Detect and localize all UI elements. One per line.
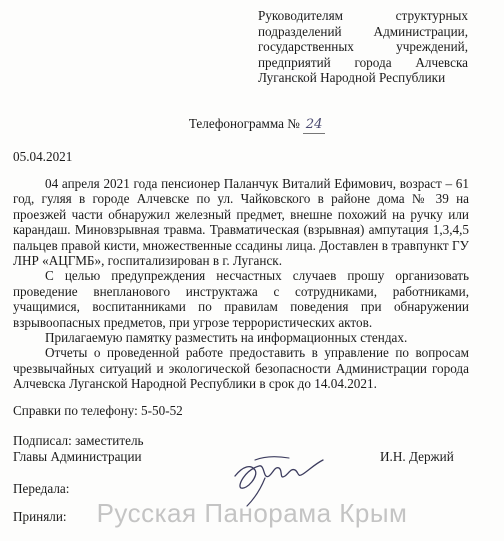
signed-by-line2: Главы Администрации: [13, 448, 142, 464]
transferred-by-label: Передала:: [13, 481, 70, 496]
signed-by-block: [13, 433, 144, 464]
watermark-text: Русская Панорама Крым: [96, 498, 408, 528]
contact-phone-line: Справки по телефону: 5-50-52: [13, 403, 183, 418]
body-paragraph-instruction: С целью предупреждения несчастных случаев прошу организовать проведение внепланового инструктажа с сотрудниками, работниками, учащимися, воспитанниками по правилам поведения при обнаружении взрывоопасных предметов, при угрозе террористических актов.: [13, 268, 469, 330]
addressee-block: [258, 8, 468, 86]
handwritten-signature-icon: [225, 440, 335, 510]
signed-by-line1: Подписал: заместитель: [13, 433, 144, 448]
title-label: Телефонограмма №: [188, 116, 300, 131]
document-title: [0, 116, 504, 134]
document-date: 05.04.2021: [13, 149, 73, 164]
title-number-handwritten: 24: [303, 117, 325, 134]
body-paragraph-memo: Прилагаемую памятку разместить на информационных стендах.: [45, 330, 408, 346]
body-paragraph-incident: 04 апреля 2021 года пенсионер Паланчук Виталий Ефимович, возраст – 61 год, гуляя в городе Алчевске по ул. Чайковского в районе дома № 39 на проезжей части обнаружил железный предмет, внешне похожий на ручку или карандаш. Миновзрывная травма. Травматическая (взрывная) ампутация 1,3,4,5 пальцев правой кисти, множественные ссадины лица. Доставлен в травпункт ГУ ЛНР «АЦГМБ», госпитализирован в г. Луганск.: [13, 176, 469, 269]
document-body: [13, 176, 469, 392]
body-paragraph-report: Отчеты о проведенной работе предоставить в управление по вопросам чрезвычайных ситуаций и экологической безопасности Администрации города Алчевска Луганской Народной Республики в срок до 14.04.2021.: [13, 345, 469, 392]
received-by-label: Приняли:: [13, 509, 67, 524]
signer-name: И.Н. Держий: [380, 449, 454, 464]
addressee-text: Руководителям структурных подразделений Администрации, государственных учреждений, предприятий города Алчевска Луганской Народной Республики: [258, 8, 468, 86]
